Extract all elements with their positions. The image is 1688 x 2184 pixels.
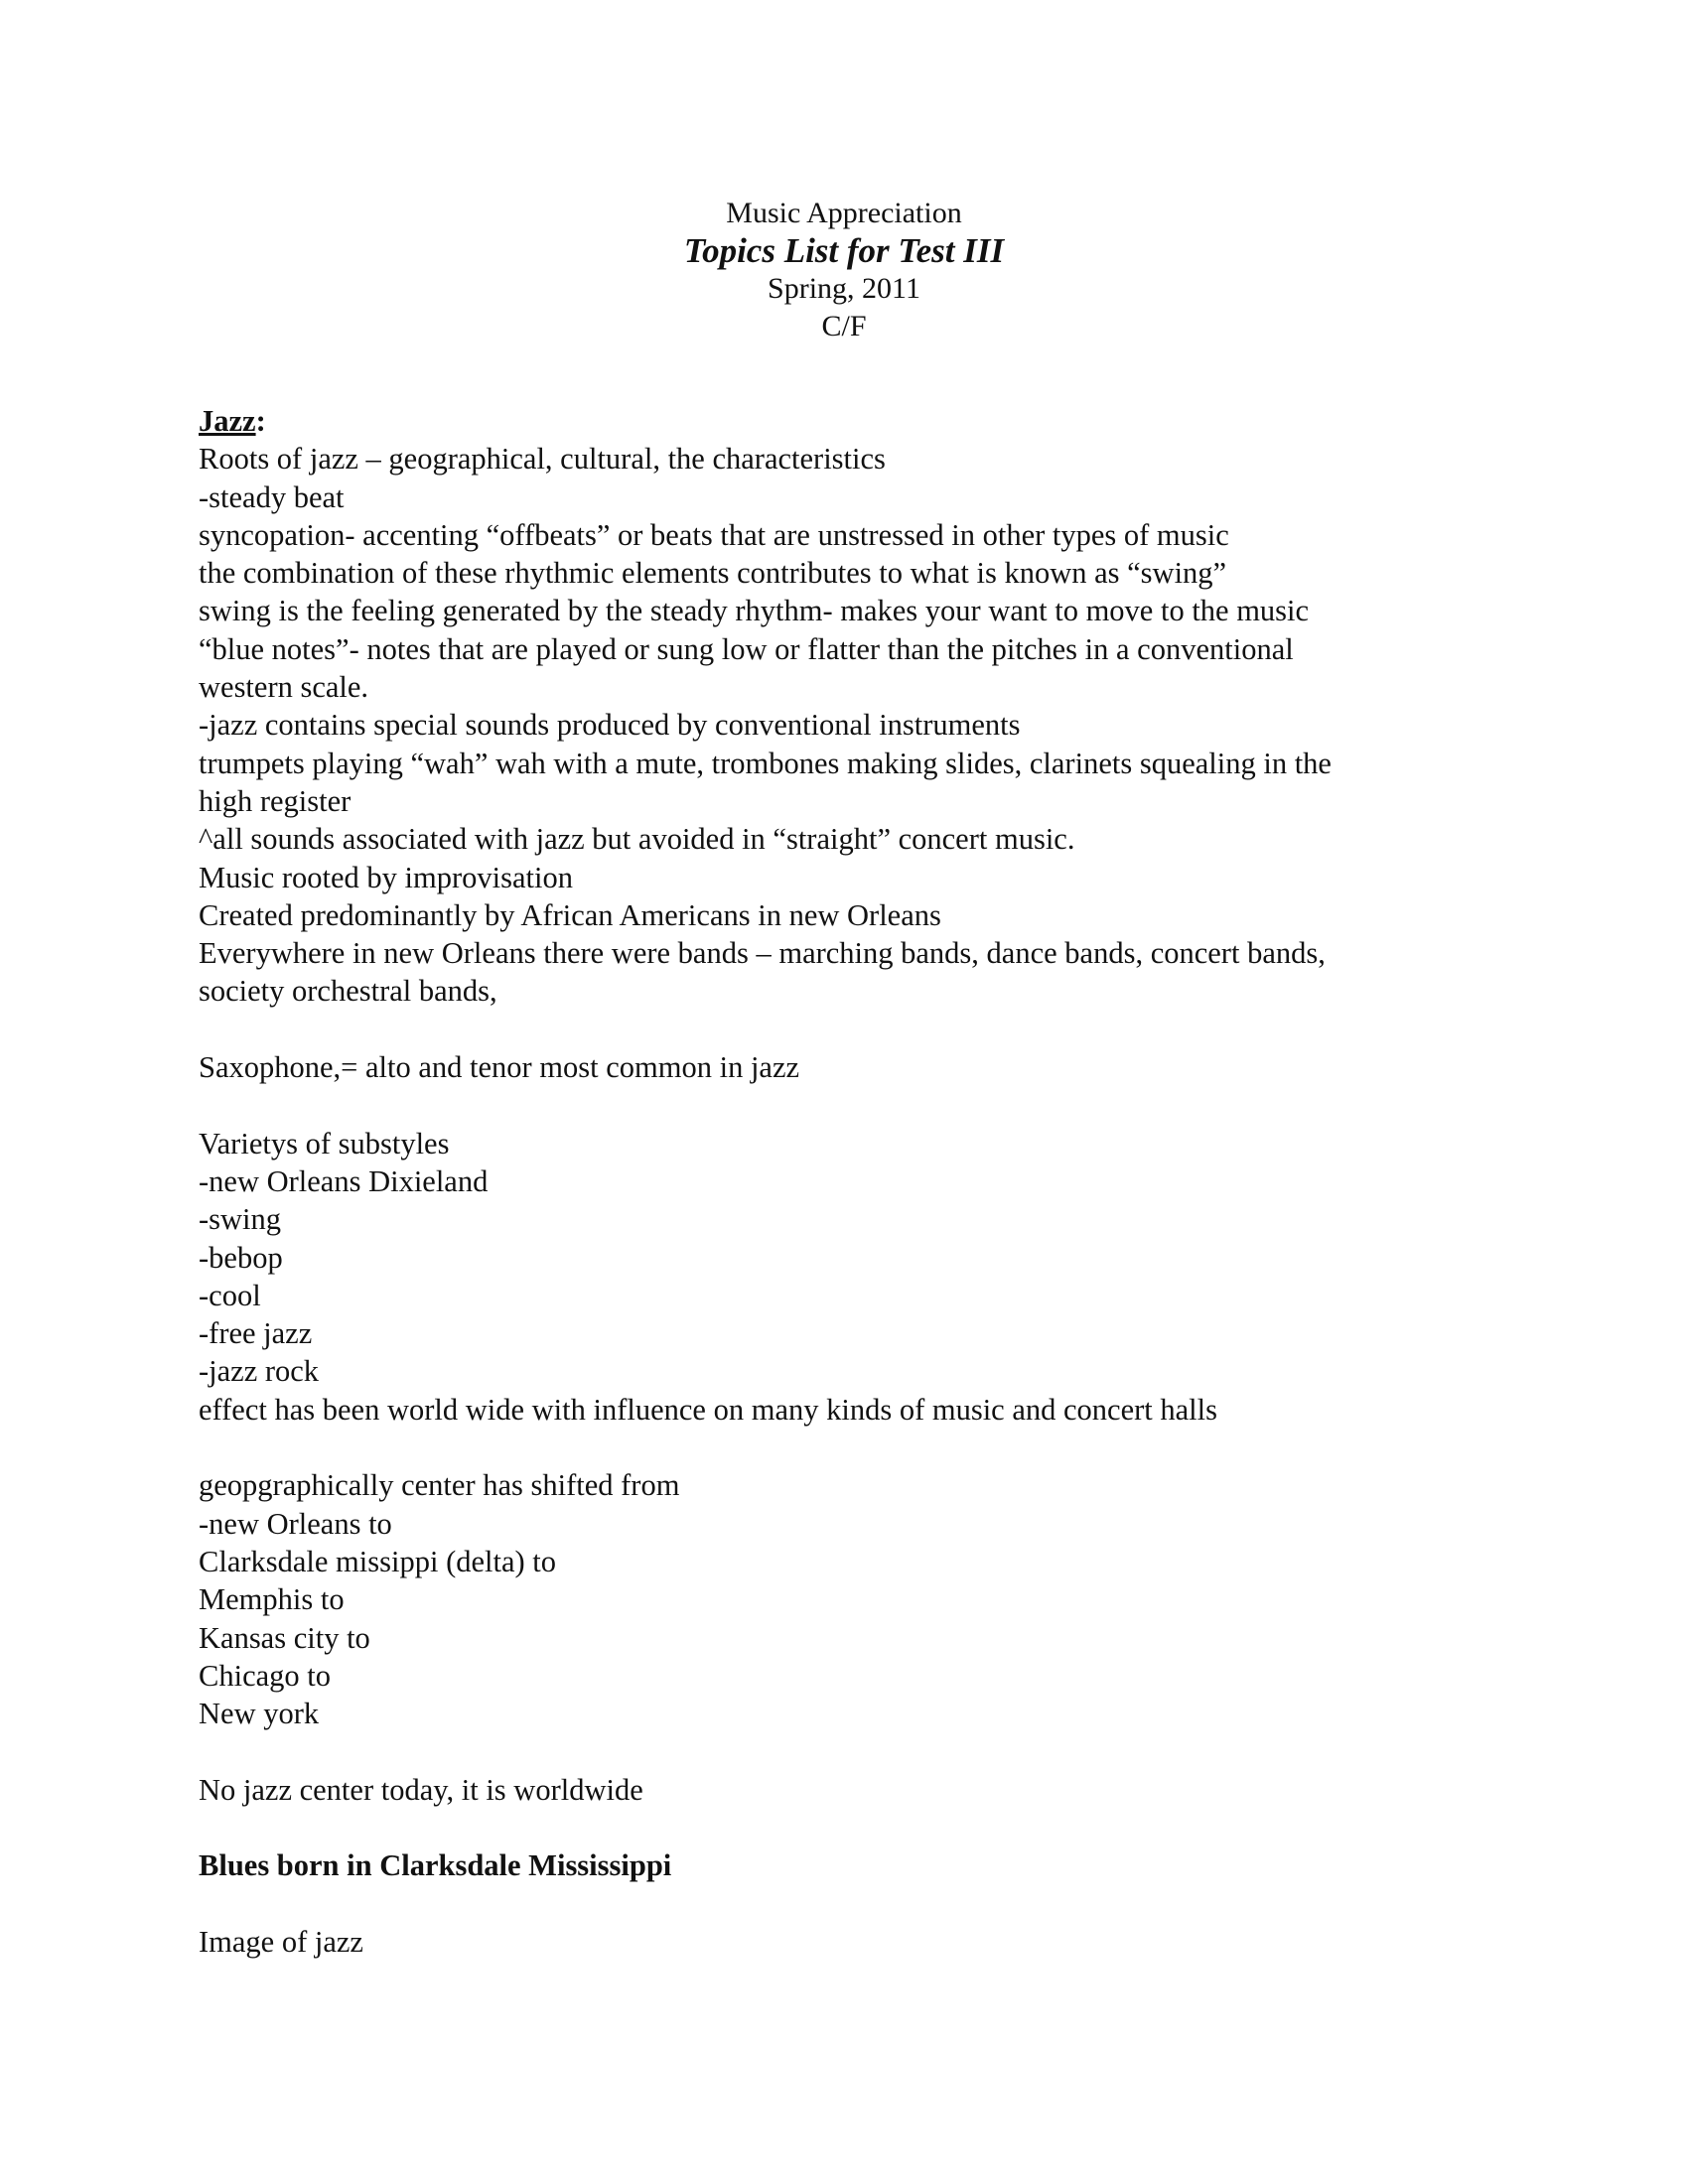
geography-item: Memphis to [199,1582,345,1617]
jazz-line: the combination of these rhythmic elements contributes to what is known as “swing” [199,556,1227,591]
course-code: C/F [821,310,867,342]
jazz-line: Created predominantly by African Americans in new Orleans [199,897,941,932]
substyles-intro: Varietys of substyles [199,1126,450,1160]
substyle-item: -free jazz [199,1316,313,1351]
substyle-item: -bebop [199,1240,283,1275]
document-body [199,402,1529,1961]
jazz-line: swing is the feeling generated by the steady rhythm- makes your want to move to the music [199,594,1310,628]
image-of-jazz-line: Image of jazz [199,1924,363,1959]
substyles-effect: effect has been world wide with influence on many kinds of music and concert halls [199,1392,1217,1427]
substyle-item: -new Orleans Dixieland [199,1163,489,1198]
geography-item: Kansas city to [199,1620,370,1655]
jazz-line: Roots of jazz – geographical, cultural, the characteristics [199,442,886,477]
jazz-line: -jazz contains special sounds produced by conventional instruments [199,708,1021,743]
jazz-line: syncopation- accenting “offbeats” or beats that are unstressed in other types of music [199,517,1229,552]
jazz-line: society orchestral bands, [199,974,497,1009]
paragraph-gap [199,1809,1529,1846]
geography-item: Clarksdale missippi (delta) to [199,1544,556,1578]
course-name: Music Appreciation [726,197,962,229]
paragraph-gap [199,1732,1529,1770]
document-header [0,195,1688,345]
today-line: No jazz center today, it is worldwide [199,1772,643,1807]
jazz-section-heading [199,402,1529,440]
substyle-item: -swing [199,1202,282,1237]
jazz-line: high register [199,783,352,818]
term: Spring, 2011 [768,272,920,305]
jazz-line: Everywhere in new Orleans there were bands – marching bands, dance bands, concert bands, [199,936,1326,971]
blues-heading: Blues born in Clarksdale Mississippi [199,1848,672,1883]
paragraph-gap [199,1086,1529,1124]
jazz-line: -steady beat [199,479,345,514]
paragraph-gap [199,1429,1529,1466]
paragraph-gap [199,1885,1529,1923]
jazz-heading-colon: : [255,404,266,438]
jazz-line: “blue notes”- notes that are played or sung low or flatter than the pitches in a conventional [199,631,1294,666]
jazz-line: trumpets playing “wah” wah with a mute, trombones making slides, clarinets squealing in the [199,746,1332,780]
document-title: Topics List for Test III [683,231,1005,270]
geography-item: Chicago to [199,1658,331,1693]
geography-intro: geopgraphically center has shifted from [199,1468,680,1503]
jazz-line: western scale. [199,670,369,705]
substyle-item: -cool [199,1278,261,1312]
saxophone-line: Saxophone,= alto and tenor most common in jazz [199,1050,800,1085]
paragraph-gap [199,1011,1529,1048]
geography-item: New york [199,1697,320,1731]
jazz-line: Music rooted by improvisation [199,860,573,894]
substyle-item: -jazz rock [199,1354,320,1389]
geography-item: -new Orleans to [199,1506,392,1541]
jazz-heading-label: Jazz [199,404,256,438]
jazz-line: ^all sounds associated with jazz but avoided in “straight” concert music. [199,822,1075,857]
